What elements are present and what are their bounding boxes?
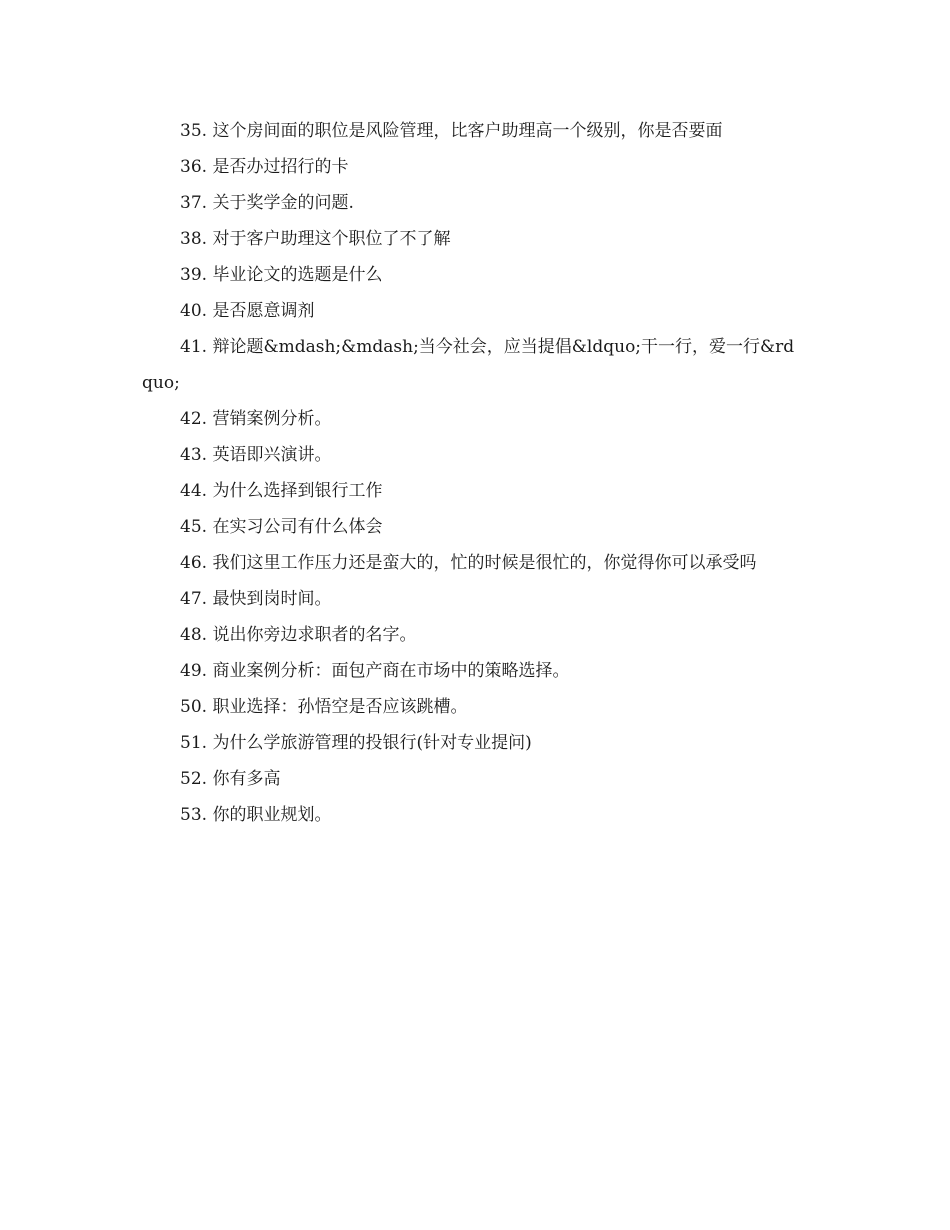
- item-text: 我们这里工作压力还是蛮大的，忙的时候是很忙的，你觉得你可以承受吗: [212, 553, 757, 573]
- list-item: [142, 797, 804, 833]
- item-text: 说出你旁边求职者的名字。: [212, 625, 417, 645]
- item-text: 毕业论文的选题是什么: [212, 265, 383, 285]
- list-item: [142, 653, 804, 689]
- list-item: [142, 257, 804, 293]
- list-item: [142, 113, 804, 149]
- list-item: [142, 473, 804, 509]
- item-text: 是否愿意调剂: [212, 301, 315, 321]
- list-item: [142, 545, 804, 581]
- list-item: [142, 329, 804, 401]
- item-text: 最快到岗时间。: [212, 589, 332, 609]
- list-item: [142, 689, 804, 725]
- item-number: 42.: [180, 409, 208, 429]
- list-item: [142, 617, 804, 653]
- item-text: 你的职业规划。: [212, 805, 332, 825]
- item-number: 44.: [180, 481, 208, 501]
- list-item: [142, 221, 804, 257]
- item-number: 53.: [180, 805, 208, 825]
- item-text: 在实习公司有什么体会: [212, 517, 383, 537]
- item-number: 51.: [180, 733, 208, 753]
- item-number: 39.: [180, 265, 208, 285]
- item-text: 对于客户助理这个职位了不了解: [212, 229, 451, 249]
- list-item: [142, 185, 804, 221]
- item-text: 这个房间面的职位是风险管理，比客户助理高一个级别，你是否要面: [212, 121, 723, 141]
- item-number: 43.: [180, 445, 208, 465]
- item-number: 40.: [180, 301, 208, 321]
- item-text: 英语即兴演讲。: [212, 445, 332, 465]
- item-text: 商业案例分析：面包产商在市场中的策略选择。: [212, 661, 570, 681]
- list-item: [142, 509, 804, 545]
- item-number: 52.: [180, 769, 208, 789]
- item-text: 为什么选择到银行工作: [212, 481, 383, 501]
- item-text: 职业选择：孙悟空是否应该跳槽。: [212, 697, 468, 717]
- item-number: 41.: [180, 337, 208, 357]
- item-text: 关于奖学金的问题.: [212, 193, 354, 213]
- item-text: 是否办过招行的卡: [212, 157, 349, 177]
- item-number: 50.: [180, 697, 208, 717]
- item-number: 36.: [180, 157, 208, 177]
- list-item: [142, 437, 804, 473]
- item-text: 营销案例分析。: [212, 409, 332, 429]
- item-text: 辩论题&mdash;&mdash;当今社会，应当提倡&ldquo;干一行，爱一行&rdquo;: [142, 337, 795, 393]
- list-item: [142, 293, 804, 329]
- list-item: [142, 725, 804, 761]
- item-number: 38.: [180, 229, 208, 249]
- item-text: 你有多高: [212, 769, 281, 789]
- list-item: [142, 581, 804, 617]
- item-number: 35.: [180, 121, 208, 141]
- item-number: 48.: [180, 625, 208, 645]
- item-number: 46.: [180, 553, 208, 573]
- item-number: 47.: [180, 589, 208, 609]
- item-text: 为什么学旅游管理的投银行(针对专业提问): [212, 733, 532, 753]
- item-number: 37.: [180, 193, 208, 213]
- list-item: [142, 149, 804, 185]
- list-item: [142, 401, 804, 437]
- item-number: 45.: [180, 517, 208, 537]
- list-item: [142, 761, 804, 797]
- item-number: 49.: [180, 661, 208, 681]
- question-list: [142, 113, 804, 833]
